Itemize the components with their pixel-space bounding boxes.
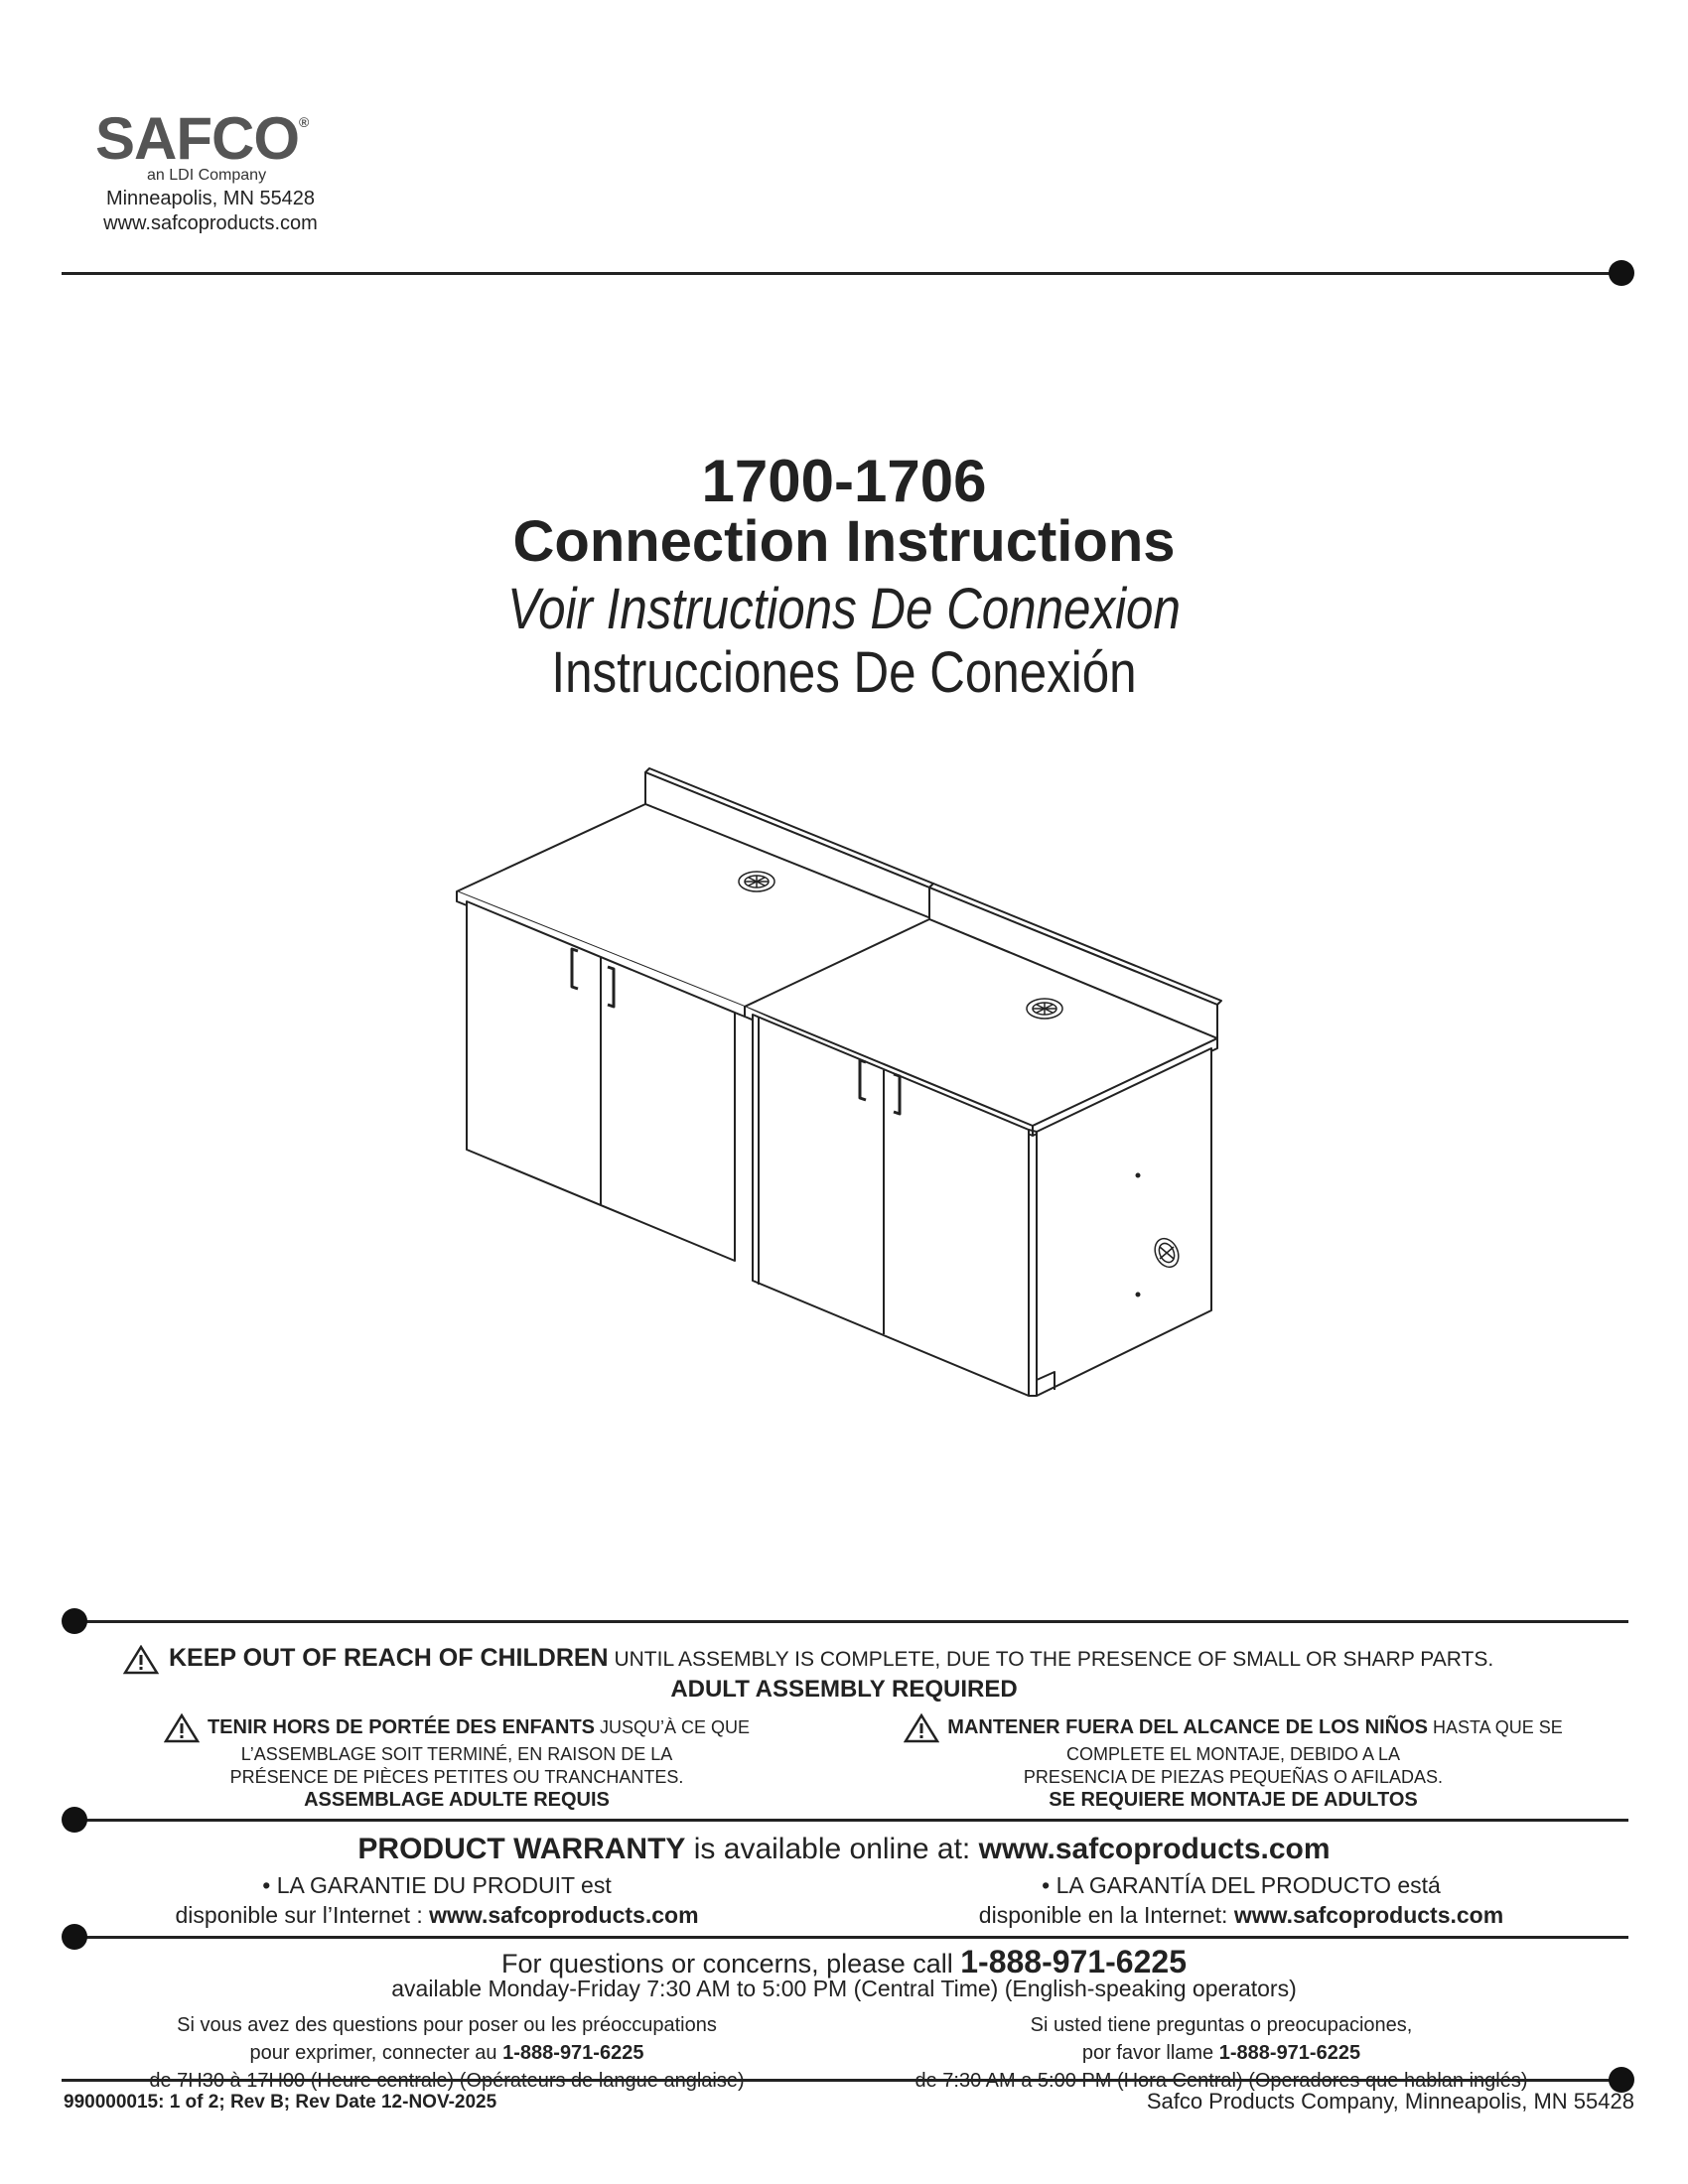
warning-spanish: [866, 1713, 1601, 1812]
brand-logo: [95, 104, 308, 173]
warranty-english: [0, 1833, 1688, 1866]
warning-spanish-line3: PRESENCIA DE PIEZAS PEQUEÑAS O AFILADAS.: [1023, 1767, 1444, 1787]
warning-english-bold: KEEP OUT OF REACH OF CHILDREN: [169, 1644, 609, 1672]
warning-french-rest: JUSQU’À CE QUE: [595, 1716, 751, 1737]
warning-triangle-icon: [164, 1713, 200, 1743]
model-number: 1700-1706: [701, 448, 987, 514]
warranty-spanish-url[interactable]: www.safcoproducts.com: [1233, 1902, 1504, 1928]
contact-phone[interactable]: 1-888-971-6225: [960, 1944, 1187, 1979]
warranty-spanish: [894, 1870, 1589, 1930]
warning-spanish-rest: HASTA QUE SE: [1428, 1716, 1563, 1737]
warranty-english-bold: PRODUCT WARRANTY: [357, 1833, 686, 1865]
contact-spanish-line2: por favor llame: [1081, 2042, 1219, 2064]
company-city: Minneapolis, MN 55428: [105, 188, 316, 209]
warranty-french: [129, 1870, 745, 1930]
warning-divider-top: [73, 1620, 1628, 1623]
warranty-divider-top: [73, 1819, 1628, 1822]
contact-french: [99, 2011, 794, 2095]
company-address: [91, 187, 330, 236]
cabinet-illustration: [437, 754, 1251, 1410]
title-english: Connection Instructions: [512, 509, 1176, 574]
contact-french-line1: Si vous avez des questions pour poser ou les préoccupations: [177, 2014, 717, 2036]
warranty-french-line1: • LA GARANTIE DU PRODUIT est: [262, 1872, 612, 1898]
contact-french-phone[interactable]: 1-888-971-6225: [502, 2042, 644, 2064]
warranty-english-url[interactable]: www.safcoproducts.com: [978, 1833, 1331, 1865]
warranty-spanish-line1: • LA GARANTÍA DEL PRODUCTO está: [1042, 1872, 1441, 1898]
contact-spanish-phone[interactable]: 1-888-971-6225: [1218, 2042, 1361, 2064]
warning-english-rest: UNTIL ASSEMBLY IS COMPLETE, DUE TO THE PRESENCE OF SMALL OR SHARP PARTS.: [608, 1648, 1494, 1671]
contact-spanish-line1: Si usted tiene preguntas o preocupaciones,: [1030, 2014, 1413, 2036]
warning-spanish-required: SE REQUIERE MONTAJE DE ADULTOS: [1049, 1789, 1418, 1811]
warning-spanish-bold: MANTENER FUERA DEL ALCANCE DE LOS NIÑOS: [947, 1715, 1429, 1738]
brand-subtitle: an LDI Company: [147, 167, 267, 184]
contact-spanish: [854, 2011, 1589, 2095]
header-divider-dot: [1609, 260, 1634, 286]
warning-french-required: ASSEMBLAGE ADULTE REQUIS: [304, 1789, 610, 1811]
adult-assembly-required: ADULT ASSEMBLY REQUIRED: [670, 1676, 1018, 1703]
brand-name: SAFCO: [95, 105, 299, 172]
warning-english: [123, 1644, 1493, 1675]
footer-divider: [62, 2079, 1620, 2082]
warranty-french-url[interactable]: www.safcoproducts.com: [429, 1902, 699, 1928]
title-french: Voir Instructions De Connexion: [507, 577, 1181, 641]
warning-french-bold: TENIR HORS DE PORTÉE DES ENFANTS: [207, 1715, 596, 1738]
warning-french-line2: L’ASSEMBLAGE SOIT TERMINÉ, EN RAISON DE LA: [240, 1744, 673, 1764]
company-website: www.safcoproducts.com: [103, 212, 318, 234]
warranty-spanish-line2: disponible en la Internet:: [978, 1902, 1234, 1928]
contact-divider-top: [73, 1936, 1628, 1939]
header-divider: [62, 272, 1620, 275]
warning-french-line3: PRÉSENCE DE PIÈCES PETITES OU TRANCHANTES.: [229, 1767, 684, 1787]
warning-french: [119, 1713, 794, 1812]
warning-triangle-icon: [123, 1645, 159, 1675]
contact-french-line2: pour exprimer, connecter au: [249, 2042, 503, 2064]
warning-triangle-icon: [904, 1713, 939, 1743]
warranty-divider-dot: [62, 1807, 87, 1833]
contact-english-text: For questions or concerns, please call: [501, 1949, 961, 1979]
document-id: 990000015: 1 of 2; Rev B; Rev Date 12-NOV-2025: [64, 2092, 497, 2113]
title-spanish: Instrucciones De Conexión: [551, 640, 1137, 705]
footer-company: Safco Products Company, Minneapolis, MN 55428: [1146, 2089, 1634, 2114]
warranty-french-line2: disponible sur l’Internet :: [175, 1902, 430, 1928]
warranty-english-mid: is available online at:: [685, 1833, 979, 1865]
warning-divider-dot: [62, 1608, 87, 1634]
warning-spanish-line2: COMPLETE EL MONTAJE, DEBIDO A LA: [1065, 1744, 1401, 1764]
contact-english-line2: available Monday-Friday 7:30 AM to 5:00 PM (Central Time) (English-speaking operators): [391, 1976, 1297, 2001]
registered-mark: ®: [299, 114, 309, 130]
